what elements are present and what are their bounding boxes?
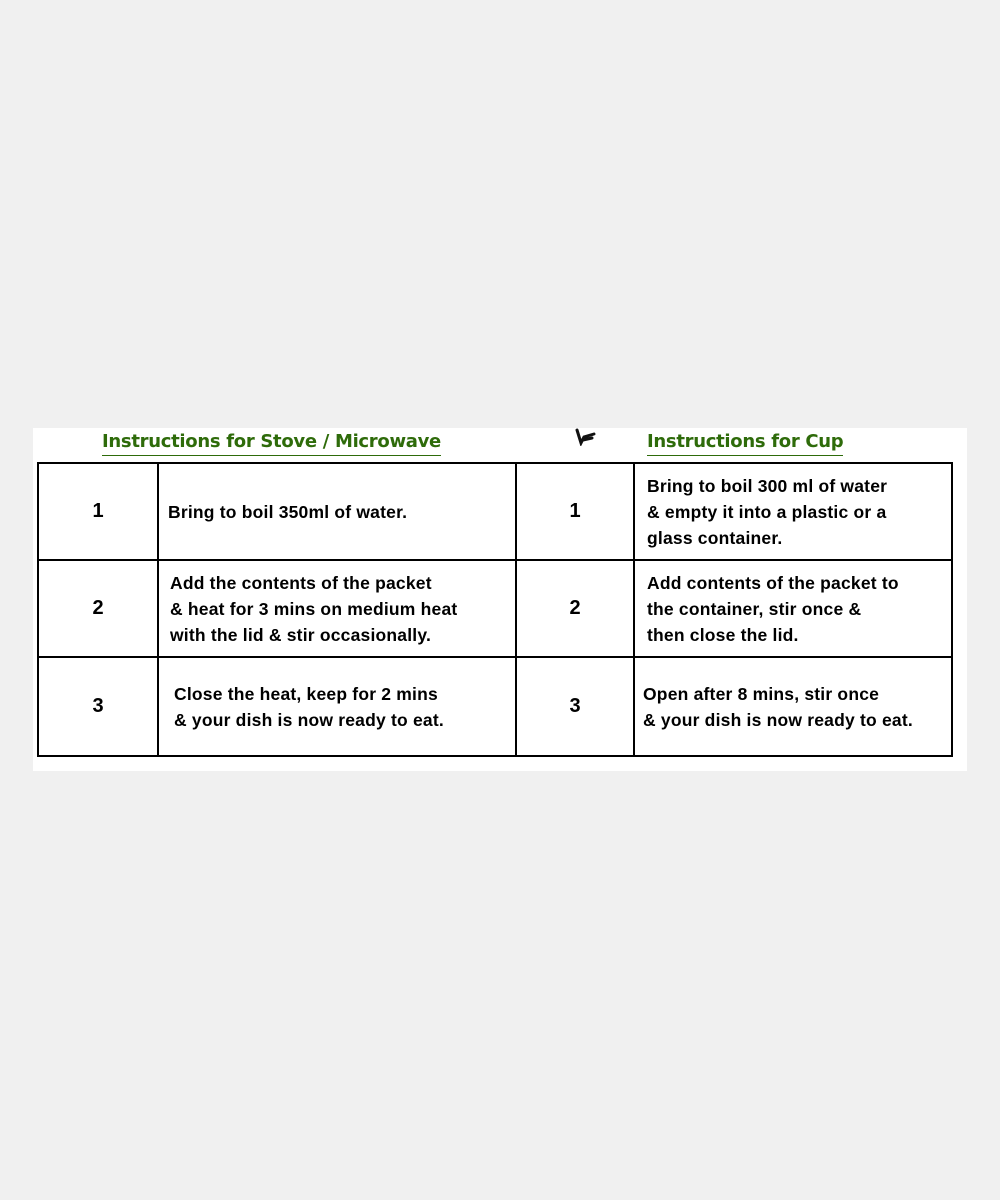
table-row [38,560,952,657]
stove-step-text: Bring to boil 350ml of water. [158,463,516,560]
cup-step-number: 2 [516,560,634,657]
cup-step-number: 1 [516,463,634,560]
stove-microwave-heading: Instructions for Stove / Microwave [102,430,441,456]
cup-step-text: Add contents of the packet to the container, stir once & then close the lid. [634,560,952,657]
instructions-table [37,462,953,757]
scribble-mark-icon [574,428,600,446]
instructions-panel [33,428,967,771]
stove-step-text: Add the contents of the packet & heat for 3 mins on medium heat with the lid & stir occasionally. [158,560,516,657]
stove-step-number: 1 [38,463,158,560]
stove-step-number: 2 [38,560,158,657]
cup-heading: Instructions for Cup [647,430,843,456]
cup-step-text: Open after 8 mins, stir once & your dish is now ready to eat. [634,657,952,756]
table-row [38,463,952,560]
cup-step-number: 3 [516,657,634,756]
table-row [38,657,952,756]
stove-step-number: 3 [38,657,158,756]
stove-step-text: Close the heat, keep for 2 mins & your dish is now ready to eat. [158,657,516,756]
cup-step-text: Bring to boil 300 ml of water & empty it into a plastic or a glass container. [634,463,952,560]
